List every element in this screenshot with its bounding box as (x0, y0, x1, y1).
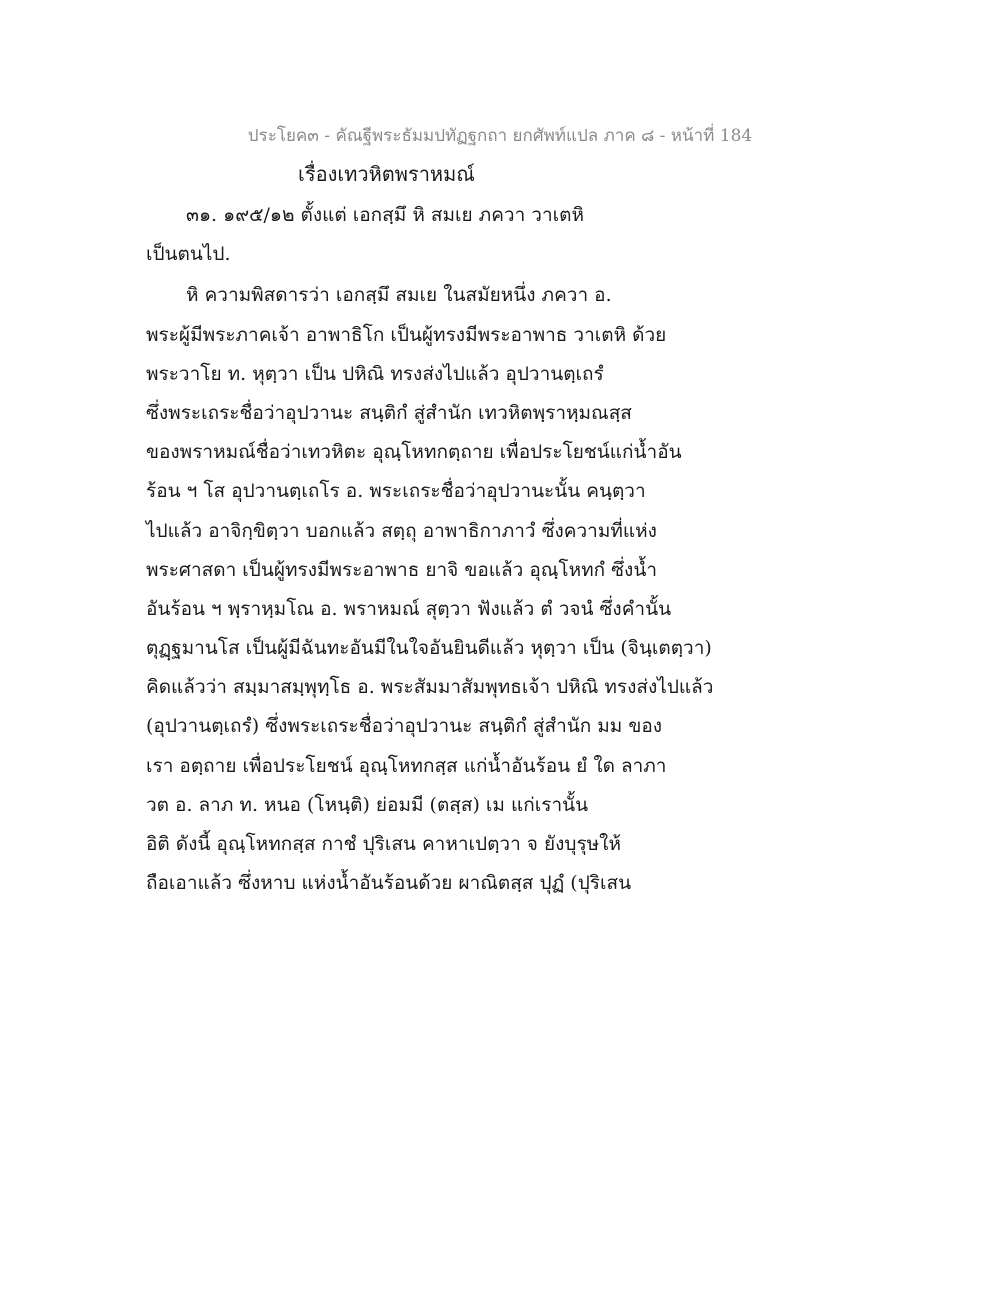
story-title: เรื่องเทวหิตพราหมณ์ (298, 162, 475, 186)
text-line: เป็นตนไป. (146, 243, 231, 266)
text-line: ซึ่งพระเถระชื่อว่าอุปวานะ สนฺติกํ สู่สำนัก เทวหิตพฺราหฺมณสฺส (146, 401, 632, 424)
text-line: อันร้อน ฯ พฺราหฺมโณ อ. พราหมณ์ สุตฺวา ฟังแล้ว ตํ วจนํ ซึ่งคำนั้น (146, 597, 672, 620)
text-line: ของพราหมณ์ชื่อว่าเทวหิตะ อุณฺโหทกตฺถาย เพื่อประโยชน์แก่น้ำอัน (146, 441, 682, 464)
text-line: วต อ. ลาภ ท. หนอ (โหนฺติ) ย่อมมี (ตสฺส) เม แก่เรานั้น (146, 793, 589, 816)
text-line: หิ ความพิสดารว่า เอกสฺมึ สมเย ในสมัยหนึ่ง ภควา อ. (186, 284, 612, 307)
running-header: ประโยค๓ - คัณฐีพระธัมมปทัฏฐกถา ยกศัพท์แปล ภาค ๘ - หน้าที่ 184 (247, 126, 753, 146)
text-line: ๓๑. ๑๙๕/๑๒ ตั้งแต่ เอกสฺมึ หิ สมเย ภควา วาเตหิ (186, 204, 584, 226)
text-line: คิดแล้วว่า สมฺมาสมฺพุทฺโธ อ. พระสัมมาสัมพุทธเจ้า ปหิณิ ทรงส่งไปแล้ว (146, 676, 714, 699)
text-line: ถือเอาแล้ว ซึ่งหาบ แห่งน้ำอันร้อนด้วย ผาณิตสฺส ปุฏํ (ปุริเสน (146, 872, 632, 895)
text-line: ร้อน ฯ โส อุปวานตฺเถโร อ. พระเถระชื่อว่าอุปวานะนั้น คนฺตฺวา (146, 480, 646, 503)
text-line: พระศาสดา เป็นผู้ทรงมีพระอาพาธ ยาจิ ขอแล้ว อุณฺโหทกํ ซึ่งน้ำ (146, 558, 657, 581)
text-line: ตุฏฺฐมานโส เป็นผู้มีฉันทะอันมีในใจอันยินดีแล้ว หุตฺวา เป็น (จินฺเตตฺวา) (146, 637, 712, 660)
text-line: พระวาโย ท. หุตฺวา เป็น ปหิณิ ทรงส่งไปแล้ว อุปวานตฺเถรํ (146, 362, 604, 385)
text-line: ไปแล้ว อาจิกฺขิตฺวา บอกแล้ว สตฺถุ อาพาธิกาภาวํ ซึ่งความที่แห่ง (146, 519, 657, 542)
text-line: อิติ ดังนี้ อุณฺโหทกสฺส กาชํ ปุริเสน คาหาเปตฺวา จ ยังบุรุษให้ (146, 833, 621, 855)
text-line: เรา อตฺถาย เพื่อประโยชน์ อุณฺโหทกสฺส แก่น้ำอันร้อน ยํ ใด ลาภา (146, 754, 667, 777)
text-line: (อุปวานตฺเถรํ) ซึ่งพระเถระชื่อว่าอุปวานะ สนฺติกํ สู่สำนัก มม ของ (146, 715, 663, 738)
text-line: พระผู้มีพระภาคเจ้า อาพาธิโก เป็นผู้ทรงมีพระอาพาธ วาเตหิ ด้วย (146, 323, 667, 346)
body-text (146, 196, 786, 903)
